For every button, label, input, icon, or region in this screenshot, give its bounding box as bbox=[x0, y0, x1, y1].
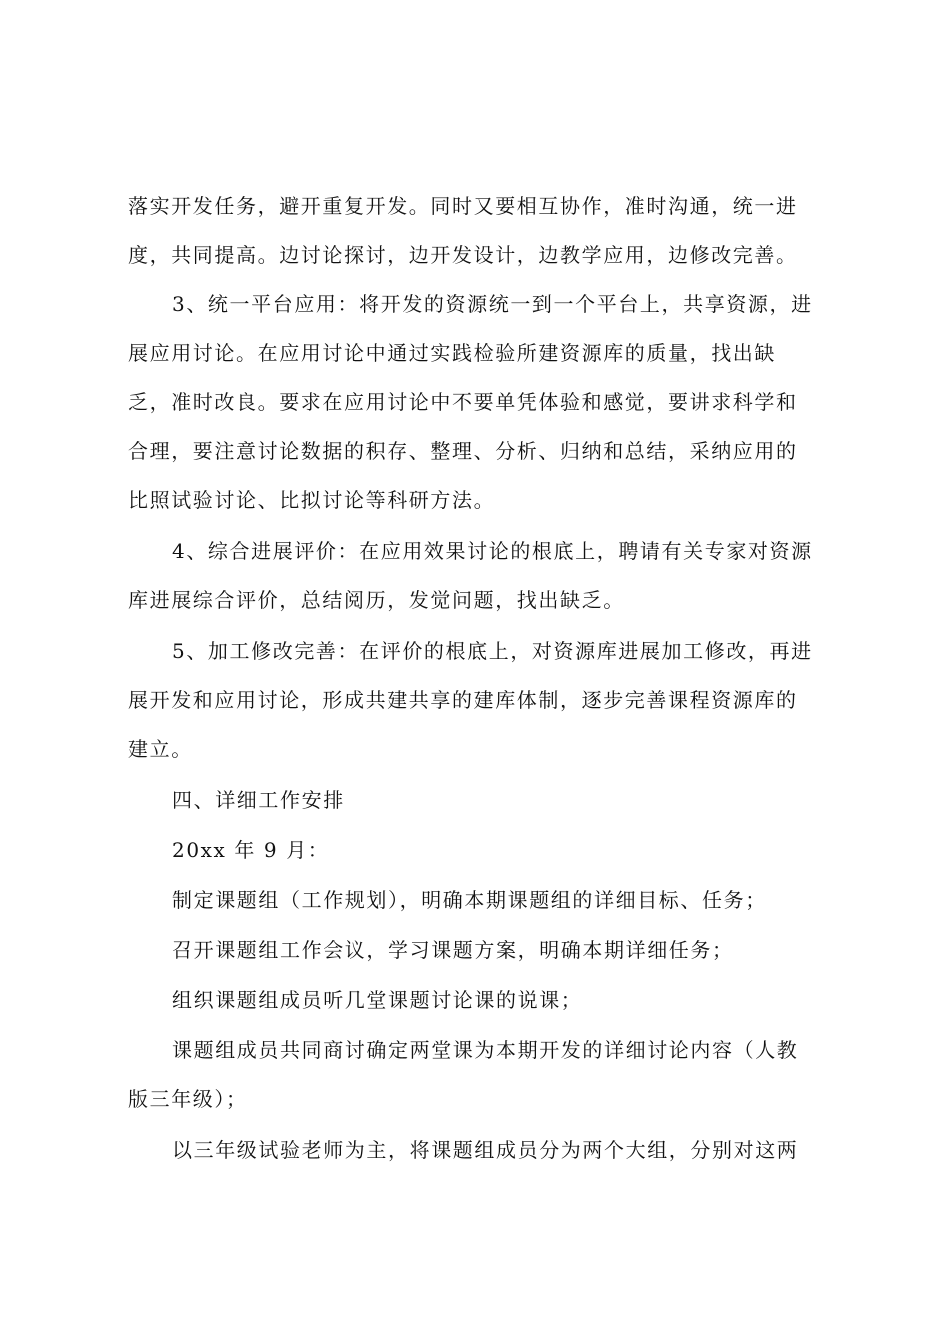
text-line: 展开发和应用讨论，形成共建共享的建库体制，逐步完善课程资源库的 bbox=[128, 688, 798, 712]
text-line: 乏，准时改良。要求在应用讨论中不要单凭体验和感觉，要讲求科学和 bbox=[128, 390, 798, 414]
text-line: 3、统一平台应用：将开发的资源统一到一个平台上，共享资源，进 bbox=[172, 292, 813, 316]
text-line: 版三年级）； bbox=[128, 1087, 248, 1111]
text-line: 5、加工修改完善：在评价的根底上，对资源库进展加工修改，再进 bbox=[172, 639, 813, 663]
text-line: 4、综合进展评价：在应用效果讨论的根底上，聘请有关专家对资源 bbox=[172, 539, 813, 563]
text-line: 组织课题组成员听几堂课题讨论课的说课； bbox=[172, 988, 583, 1012]
paragraph-platform-application bbox=[128, 280, 832, 525]
text-line: 以三年级试验老师为主，将课题组成员分为两个大组，分别对这两 bbox=[172, 1138, 799, 1162]
text-line: 课题组成员共同商讨确定两堂课为本期开发的详细讨论内容（人教 bbox=[172, 1038, 799, 1062]
text-line: 库进展综合评价，总结阅历，发觉问题，找出缺乏。 bbox=[128, 588, 625, 612]
paragraph-revision-improvement bbox=[128, 627, 832, 774]
text-line: 展应用讨论。在应用讨论中通过实践检验所建资源库的质量，找出缺 bbox=[128, 341, 776, 365]
text-line: 召开课题组工作会议，学习课题方案，明确本期详细任务； bbox=[172, 938, 734, 962]
text-line: 比照试验讨论、比拟讨论等科研方法。 bbox=[128, 488, 496, 512]
list-item-meeting bbox=[128, 926, 832, 975]
date-heading bbox=[128, 826, 832, 875]
section-heading-work-arrangement bbox=[128, 776, 832, 825]
text-line: 制定课题组（工作规划），明确本期课题组的详细目标、任务； bbox=[172, 888, 767, 912]
list-item-plan bbox=[128, 876, 832, 925]
paragraph-comprehensive-evaluation bbox=[128, 527, 832, 625]
text-line: 20xx 年 9 月： bbox=[172, 838, 330, 862]
text-line: 落实开发任务，避开重复开发。同时又要相互协作，准时沟通，统一进 bbox=[128, 194, 798, 218]
list-item-discussion-content bbox=[128, 1026, 832, 1124]
text-line: 四、详细工作安排 bbox=[172, 788, 345, 812]
text-line: 合理，要注意讨论数据的积存、整理、分析、归纳和总结，采纳应用的 bbox=[128, 439, 798, 463]
list-item-lesson-talk bbox=[128, 976, 832, 1025]
list-item-group-division bbox=[128, 1126, 832, 1175]
text-line: 建立。 bbox=[128, 737, 193, 761]
text-line: 度，共同提高。边讨论探讨，边开发设计，边教学应用，边修改完善。 bbox=[128, 243, 798, 267]
paragraph-task-coordination bbox=[128, 182, 832, 280]
